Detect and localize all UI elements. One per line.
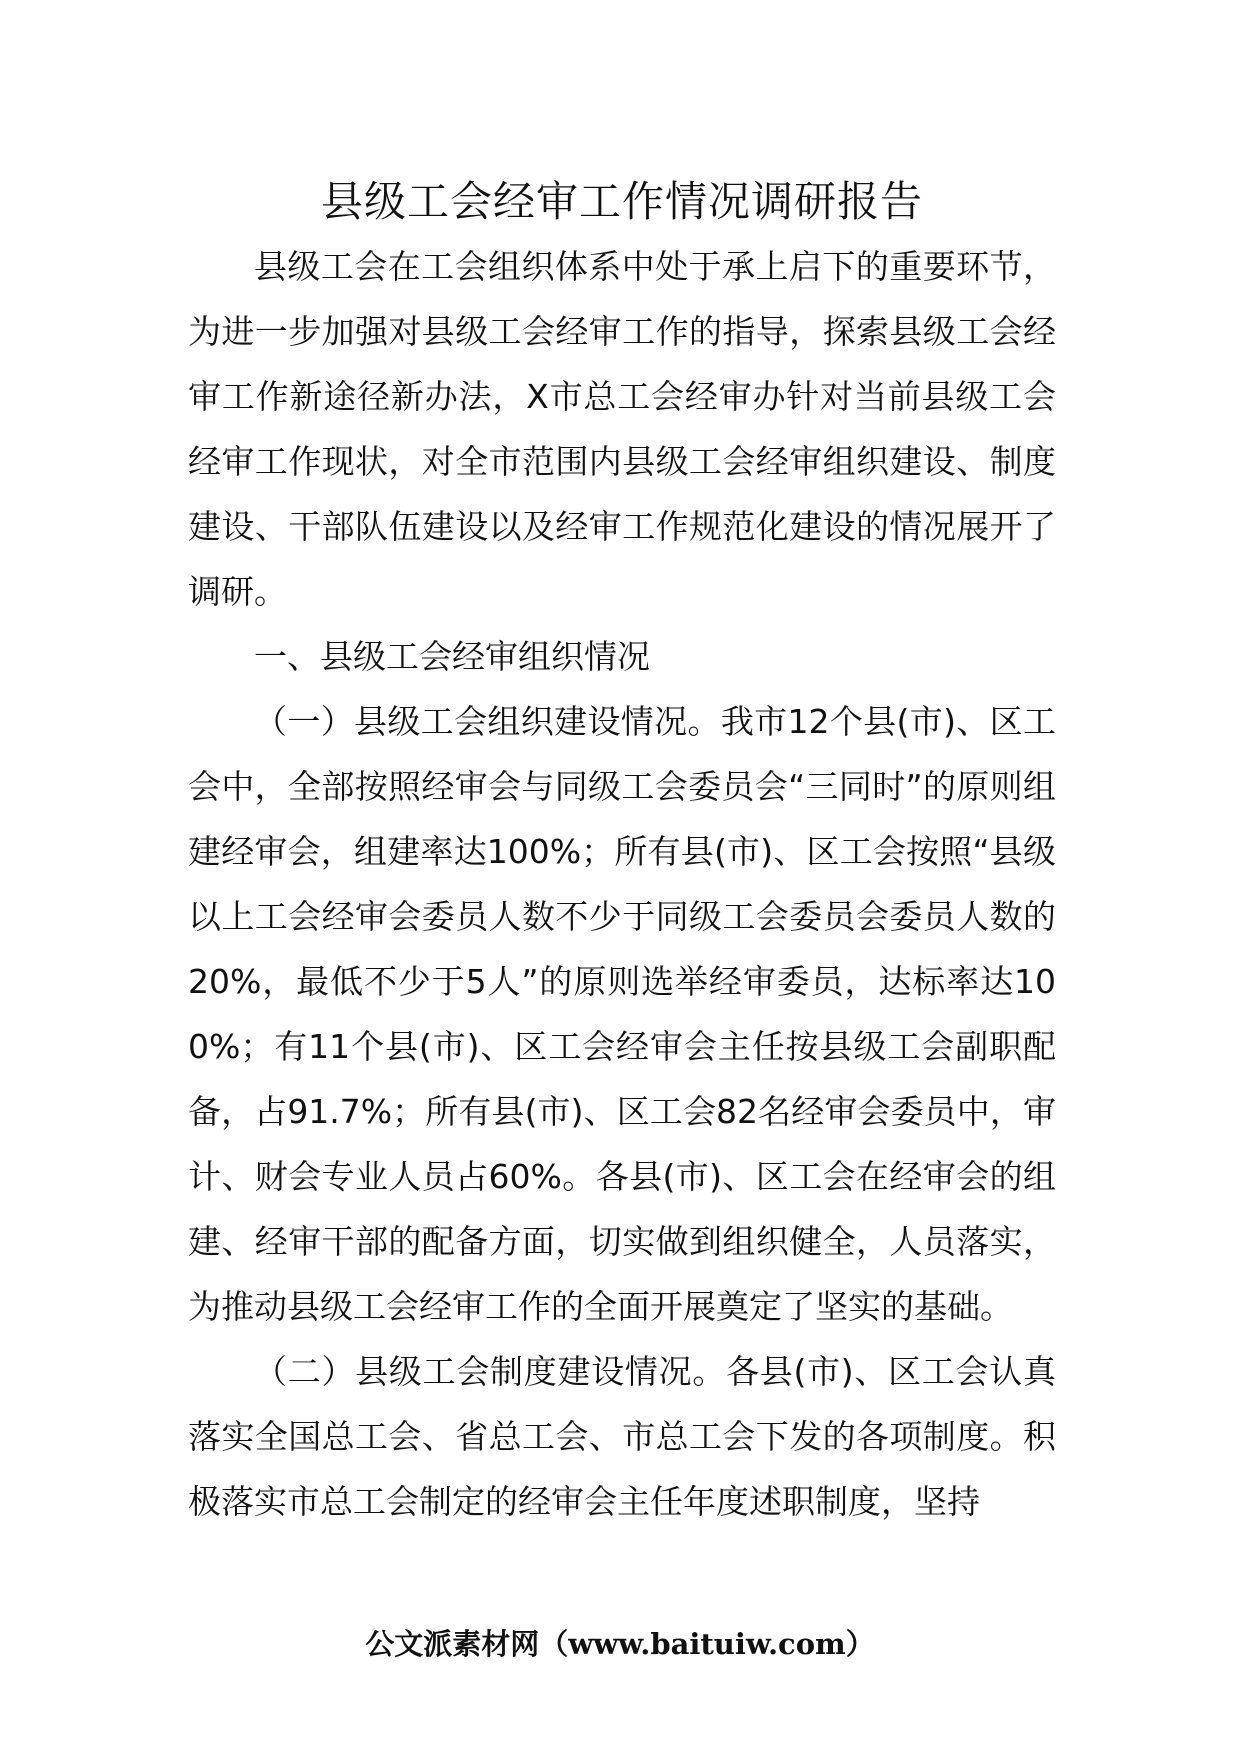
paragraph-intro: 县级工会在工会组织体系中处于承上启下的重要环节，为进一步加强对县级工会经审工作的指导，探索县级工会经审工作新途径新办法，X市总工会经审办针对当前县级工会经审工作现状，对全市范围内县级工会经审组织建设、制度建设、干部队伍建设以及经审工作规范化建设的情况展开了调研。: [188, 247, 1056, 611]
document-body: [188, 170, 1056, 1534]
footer-watermark: 公文派素材网（www.baituiw.com）: [365, 1627, 875, 1661]
section-heading-1: 一、县级工会经审组织情况: [254, 637, 650, 676]
document-title: 县级工会经审工作情况调研报告: [320, 177, 923, 226]
paragraph-system: （二）县级工会制度建设情况。各县(市)、区工会认真落实全国总工会、省总工会、市总工会下发的各项制度。积极落实市总工会制定的经审会主任年度述职制度，坚持: [188, 1352, 1056, 1521]
paragraph-organization: （一）县级工会组织建设情况。我市12个县(市)、区工会中，全部按照经审会与同级工会委员会“三同时”的原则组建经审会，组建率达100%；所有县(市)、区工会按照“县级以上工会经审会委员人数不少于同级工会委员会委员人数的20%，最低不少于5人”的原则选举经审委员，达标率达100%；有11个县(市)、区工会经审会主任按县级工会副职配备，占91.7%；所有县(市)、区工会82名经审会委员中，审计、财会专业人员占60%。各县(市)、区工会在经审会的组建、经审干部的配备方面，切实做到组织健全，人员落实，为推动县级工会经审工作的全面开展奠定了坚实的基础。: [188, 702, 1056, 1326]
